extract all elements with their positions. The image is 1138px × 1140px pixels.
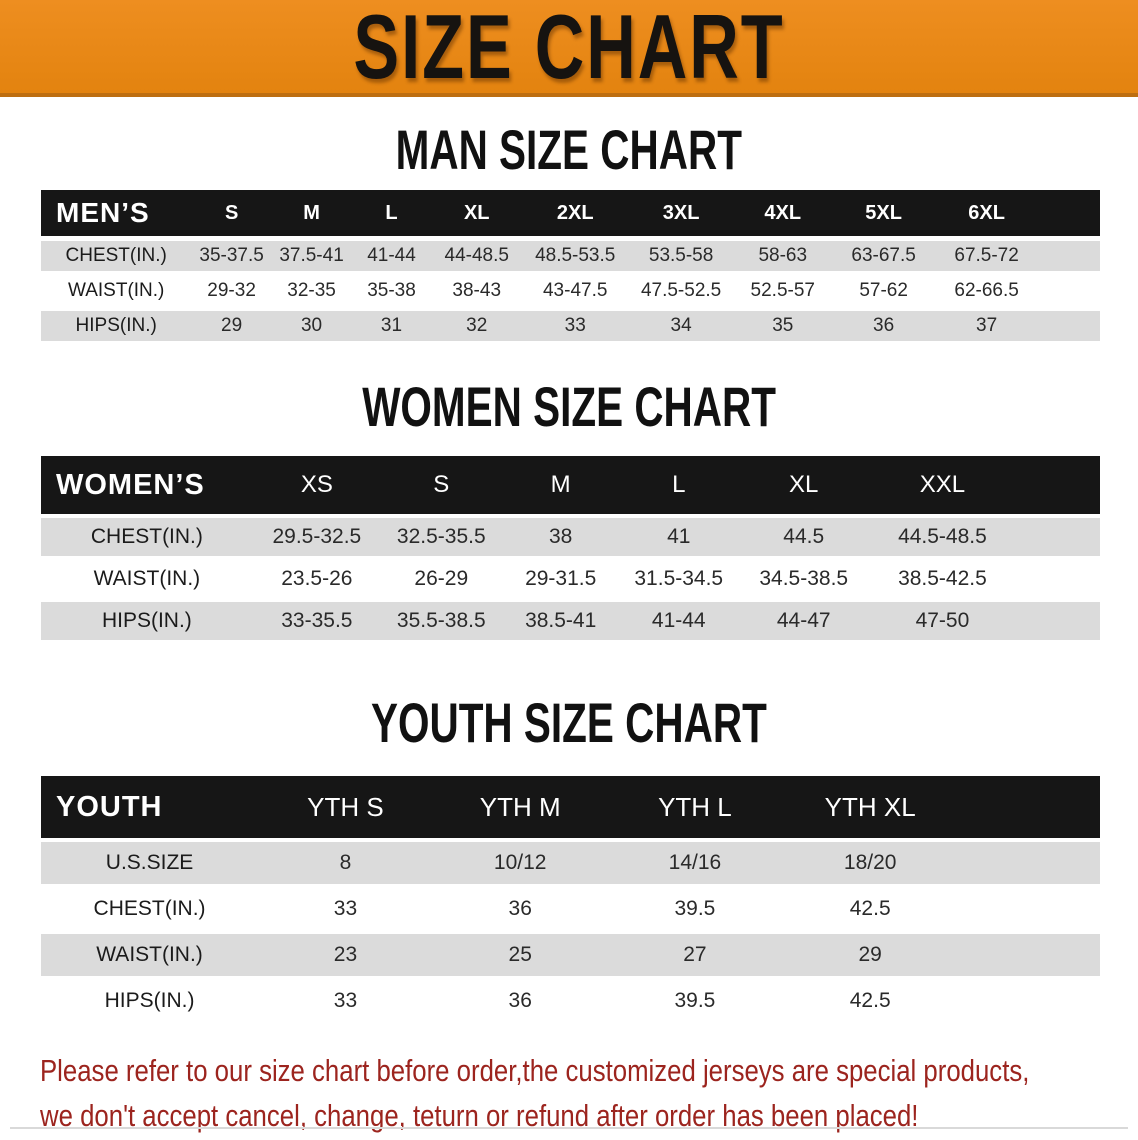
men-cell-2-4: 33 [522,311,629,341]
youth-size-header-0: YTH S [258,776,433,838]
men-cell-1-6: 52.5-57 [734,276,832,306]
youth-cell-2-3: 29 [782,934,958,976]
women-size-table [41,452,1100,644]
women-size-header-4: XL [738,456,870,514]
women-header-spacer [1015,456,1100,514]
men-size-header-7: 5XL [832,190,935,236]
youth-size-header-3: YTH XL [782,776,958,838]
men-row-label-1: WAIST(IN.) [41,276,191,306]
youth-cell-0-3: 18/20 [782,842,958,884]
youth-size-header-2: YTH L [608,776,783,838]
women-cell-0-2: 38 [502,518,620,556]
men-cell-1-8: 62-66.5 [935,276,1038,306]
women-row-label-0: CHEST(IN.) [41,518,253,556]
men-cell-1-3: 38-43 [432,276,522,306]
women-size-header-5: XXL [870,456,1016,514]
men-cell-2-8: 37 [935,311,1038,341]
women-size-header-2: M [502,456,620,514]
women-row-label-1: WAIST(IN.) [41,560,253,598]
men-cell-0-0: 35-37.5 [191,241,271,271]
men-size-header-4: 2XL [522,190,629,236]
men-cell-2-0: 29 [191,311,271,341]
bottom-divider [10,1127,1128,1129]
men-row-label-0: CHEST(IN.) [41,241,191,271]
youth-cell-3-3: 42.5 [782,980,958,1022]
men-cell-0-2: 41-44 [351,241,431,271]
men-cell-1-0: 29-32 [191,276,271,306]
men-cell-0-7: 63-67.5 [832,241,935,271]
men-cell-1-2: 35-38 [351,276,431,306]
men-cell-1-7: 57-62 [832,276,935,306]
men-cell-2-3: 32 [432,311,522,341]
youth-row-spacer-0 [958,842,1100,884]
youth-cell-1-3: 42.5 [782,888,958,930]
men-cell-0-6: 58-63 [734,241,832,271]
women-cell-2-2: 38.5-41 [502,602,620,640]
men-cell-2-2: 31 [351,311,431,341]
youth-cell-0-1: 10/12 [433,842,608,884]
youth-row-label-0: U.S.SIZE [41,842,258,884]
women-size-header-1: S [381,456,502,514]
youth-row-spacer-2 [958,934,1100,976]
women-cell-0-5: 44.5-48.5 [870,518,1016,556]
men-size-header-0: S [191,190,271,236]
youth-cell-0-0: 8 [258,842,433,884]
men-size-header-5: 3XL [629,190,734,236]
men-cell-1-4: 43-47.5 [522,276,629,306]
women-size-header-0: XS [253,456,381,514]
men-size-header-6: 4XL [734,190,832,236]
men-size-header-8: 6XL [935,190,1038,236]
men-row-spacer-1 [1038,276,1100,306]
youth-corner-label: YOUTH [41,776,258,838]
youth-cell-2-0: 23 [258,934,433,976]
women-section-heading [0,375,1138,439]
youth-cell-0-2: 14/16 [608,842,783,884]
women-cell-0-4: 44.5 [738,518,870,556]
disclaimer-line-1: Please refer to our size chart before order,the customized jerseys are special products, [40,1053,1030,1088]
man-heading-text: MAN SIZE CHART [395,118,743,182]
youth-row-label-3: HIPS(IN.) [41,980,258,1022]
men-cell-2-1: 30 [272,311,351,341]
women-cell-1-0: 23.5-26 [253,560,381,598]
men-size-table [41,185,1100,346]
men-row-label-2: HIPS(IN.) [41,311,191,341]
men-corner-label: MEN’S [41,190,191,236]
men-cell-0-5: 53.5-58 [629,241,734,271]
youth-size-table [41,772,1100,1026]
women-table-row-2 [41,602,1100,640]
men-cell-1-1: 32-35 [272,276,351,306]
women-cell-2-3: 41-44 [620,602,738,640]
youth-table-row-2 [41,934,1100,976]
men-table-row-2 [41,311,1100,341]
disclaimer-line-2: we don't accept cancel, change, teturn or refund after order has been placed! [40,1098,919,1133]
youth-cell-3-0: 33 [258,980,433,1022]
youth-cell-1-0: 33 [258,888,433,930]
youth-row-spacer-3 [958,980,1100,1022]
men-cell-0-1: 37.5-41 [272,241,351,271]
youth-section-heading [0,691,1138,755]
youth-header-spacer [958,776,1100,838]
men-table-row-1 [41,276,1100,306]
size-chart-banner [0,0,1138,97]
youth-row-label-1: CHEST(IN.) [41,888,258,930]
youth-cell-1-2: 39.5 [608,888,783,930]
man-section-heading [0,118,1138,182]
women-cell-2-4: 44-47 [738,602,870,640]
disclaimer-text [40,1048,1138,1138]
men-row-spacer-0 [1038,241,1100,271]
men-size-header-1: M [272,190,351,236]
women-cell-2-1: 35.5-38.5 [381,602,502,640]
men-header-spacer [1038,190,1100,236]
women-table-row-1 [41,560,1100,598]
women-cell-2-0: 33-35.5 [253,602,381,640]
men-size-header-2: L [351,190,431,236]
women-corner-label: WOMEN’S [41,456,253,514]
women-row-spacer-0 [1015,518,1100,556]
men-table-row-0 [41,241,1100,271]
men-cell-1-5: 47.5-52.5 [629,276,734,306]
men-header-row [41,190,1100,236]
women-cell-1-3: 31.5-34.5 [620,560,738,598]
men-cell-2-5: 34 [629,311,734,341]
youth-size-header-1: YTH M [433,776,608,838]
men-cell-0-4: 48.5-53.5 [522,241,629,271]
youth-cell-2-1: 25 [433,934,608,976]
women-cell-1-1: 26-29 [381,560,502,598]
youth-table-row-3 [41,980,1100,1022]
women-row-label-2: HIPS(IN.) [41,602,253,640]
men-cell-2-7: 36 [832,311,935,341]
women-cell-2-5: 47-50 [870,602,1016,640]
men-size-header-3: XL [432,190,522,236]
men-cell-0-8: 67.5-72 [935,241,1038,271]
men-row-spacer-2 [1038,311,1100,341]
women-size-header-3: L [620,456,738,514]
youth-cell-3-1: 36 [433,980,608,1022]
women-cell-0-1: 32.5-35.5 [381,518,502,556]
women-table-row-0 [41,518,1100,556]
youth-table-row-1 [41,888,1100,930]
banner-title: SIZE CHART [353,0,785,98]
women-cell-1-2: 29-31.5 [502,560,620,598]
youth-heading-text: YOUTH SIZE CHART [371,691,767,755]
women-cell-1-4: 34.5-38.5 [738,560,870,598]
youth-row-label-2: WAIST(IN.) [41,934,258,976]
youth-row-spacer-1 [958,888,1100,930]
youth-header-row [41,776,1100,838]
men-cell-0-3: 44-48.5 [432,241,522,271]
youth-table-row-0 [41,842,1100,884]
women-heading-text: WOMEN SIZE CHART [362,375,776,439]
youth-cell-3-2: 39.5 [608,980,783,1022]
women-header-row [41,456,1100,514]
women-cell-0-3: 41 [620,518,738,556]
youth-cell-1-1: 36 [433,888,608,930]
women-row-spacer-1 [1015,560,1100,598]
youth-cell-2-2: 27 [608,934,783,976]
women-cell-1-5: 38.5-42.5 [870,560,1016,598]
women-cell-0-0: 29.5-32.5 [253,518,381,556]
men-cell-2-6: 35 [734,311,832,341]
women-row-spacer-2 [1015,602,1100,640]
